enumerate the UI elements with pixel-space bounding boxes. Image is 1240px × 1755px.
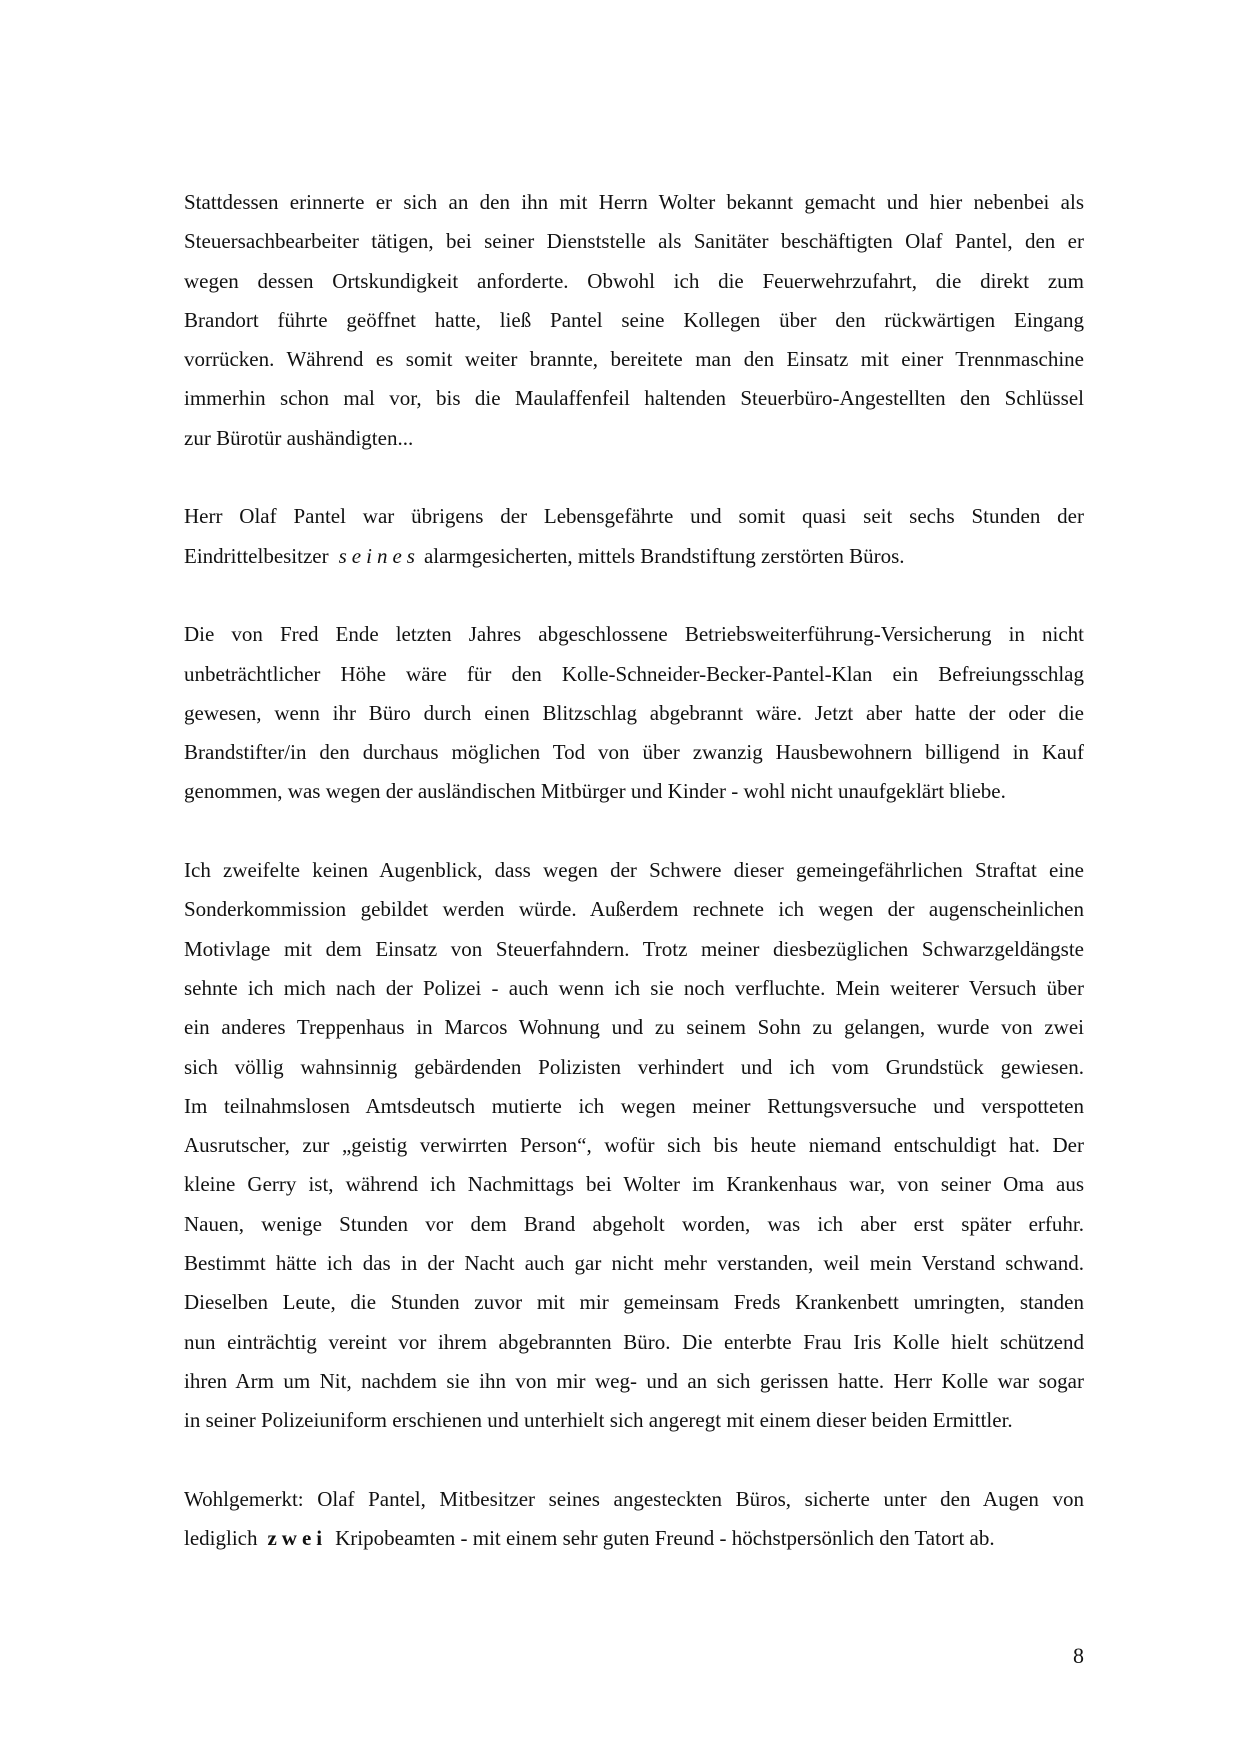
paragraph-line: Stattdessen erinnerte er sich an den ihn mit Herrn Wolter bekannt gemacht und hier nebenbei als <box>184 190 1084 214</box>
paragraph-line: Herr Olaf Pantel war übrigens der Lebensgefährte und somit quasi seit sechs Stunden der <box>184 504 1084 529</box>
paragraph-line: kleine Gerry ist, während ich Nachmittags bei Wolter im Krankenhaus war, von seiner Oma aus <box>184 1172 1084 1197</box>
paragraph-4 <box>184 851 1084 1440</box>
paragraph-line: Brandort führte geöffnet hatte, ließ Pantel seine Kollegen über den rückwärtigen Eingang <box>184 307 1084 332</box>
paragraph-line: Wohlgemerkt: Olaf Pantel, Mitbesitzer seines angesteckten Büros, sicherte unter den Augen von <box>184 1486 1084 1511</box>
paragraph-line: Die von Fred Ende letzten Jahres abgeschlossene Betriebsweiterführung-Versicherung in nicht <box>184 622 1084 647</box>
paragraph-line <box>184 1519 1084 1558</box>
line-text: Eindrittelbesitzer <box>184 543 329 568</box>
paragraph-3 <box>184 615 1084 811</box>
paragraph-line: unbeträchtlicher Höhe wäre für den Kolle-Schneider-Becker-Pantel-Klan ein Befreiungsschlag <box>184 661 1084 686</box>
paragraph-line: Brandstifter/in den durchaus möglichen Tod von über zwanzig Hausbewohnern billigend in Kauf <box>184 740 1084 765</box>
paragraph-line: Ich zweifelte keinen Augenblick, dass wegen der Schwere dieser gemeingefährlichen Straftat eine <box>184 858 1084 883</box>
paragraph-line: Nauen, wenige Stunden vor dem Brand abgeholt worden, was ich aber erst später erfuhr. <box>184 1211 1084 1236</box>
paragraph-gap <box>184 1441 1084 1480</box>
paragraph-line: in seiner Polizeiuniform erschienen und unterhielt sich angeregt mit einem dieser beiden Ermittler. <box>184 1408 1013 1433</box>
paragraph-line: Im teilnahmslosen Amtsdeutsch mutierte ich wegen meiner Rettungsversuche und verspotteten <box>184 1093 1084 1118</box>
page-number: 8 <box>1073 1643 1084 1668</box>
paragraph-line <box>184 537 1084 576</box>
paragraph-line: Steuersachbearbeiter tätigen, bei seiner Dienststelle als Sanitäter beschäftigten Olaf Pantel, den er <box>184 229 1084 254</box>
paragraph-line: Motivlage mit dem Einsatz von Steuerfahndern. Trotz meiner diesbezüglichen Schwarzgeldängste <box>184 936 1084 961</box>
line-text: alarmgesicherten, mittels Brandstiftung zerstörten Büros. <box>423 543 905 568</box>
paragraph-line: gewesen, wenn ihr Büro durch einen Blitzschlag abgebrannt wäre. Jetzt aber hatte der oder die <box>184 700 1084 725</box>
paragraph-line: zur Bürotür aushändigten... <box>184 425 414 450</box>
paragraph-gap <box>184 812 1084 851</box>
paragraph-line: ein anderes Treppenhaus in Marcos Wohnung und zu seinem Sohn zu gelangen, wurde von zwei <box>184 1015 1084 1040</box>
paragraph-line: nun einträchtig vereint vor ihrem abgebrannten Büro. Die enterbte Frau Iris Kolle hielt schützend <box>184 1329 1084 1354</box>
paragraph-gap <box>184 458 1084 497</box>
paragraph-line: vorrücken. Während es somit weiter brannte, bereitete man den Einsatz mit einer Trennmaschine <box>184 347 1084 372</box>
paragraph-line: Bestimmt hätte ich das in der Nacht auch gar nicht mehr verstanden, weil mein Verstand schwand. <box>184 1251 1084 1276</box>
paragraph-gap <box>184 576 1084 615</box>
paragraph-line: Dieselben Leute, die Stunden zuvor mit mir gemeinsam Freds Krankenbett umringten, standen <box>184 1290 1084 1315</box>
line-text: lediglich <box>184 1526 258 1551</box>
line-text: Kripobeamten - mit einem sehr guten Freund - höchstpersönlich den Tatort ab. <box>335 1526 995 1551</box>
body-text <box>184 183 1084 1558</box>
paragraph-2 <box>184 497 1084 576</box>
paragraph-1 <box>184 183 1084 458</box>
emphasized-word: zwei <box>267 1526 328 1551</box>
paragraph-line: sehnte ich mich nach der Polizei - auch wenn ich sie noch verfluchte. Mein weiterer Versuch über <box>184 975 1084 1000</box>
paragraph-line: sich völlig wahnsinnig gebärdenden Polizisten verhindert und ich vom Grundstück gewiesen. <box>184 1054 1084 1079</box>
paragraph-line: wegen dessen Ortskundigkeit anforderte. Obwohl ich die Feuerwehrzufahrt, die direkt zum <box>184 268 1084 293</box>
paragraph-line: genommen, was wegen der ausländischen Mitbürger und Kinder - wohl nicht unaufgeklärt bliebe. <box>184 779 1006 804</box>
paragraph-line: immerhin schon mal vor, bis die Maulaffenfeil haltenden Steuerbüro-Angestellten den Schlüssel <box>184 386 1084 411</box>
paragraph-5 <box>184 1480 1084 1559</box>
emphasized-word: seines <box>338 543 420 568</box>
paragraph-line: Sonderkommission gebildet werden würde. Außerdem rechnete ich wegen der augenscheinlichen <box>184 897 1084 922</box>
paragraph-line: Ausrutscher, zur „geistig verwirrten Person“, wofür sich bis heute niemand entschuldigt hat. Der <box>184 1133 1084 1158</box>
paragraph-line: ihren Arm um Nit, nachdem sie ihn von mir weg- und an sich gerissen hatte. Herr Kolle war sogar <box>184 1368 1084 1393</box>
